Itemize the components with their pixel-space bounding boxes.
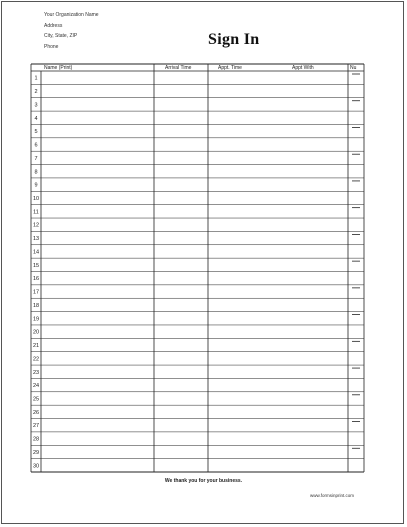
column-header: Appt With — [292, 65, 314, 71]
row-number: 20 — [32, 329, 40, 336]
row-number: 18 — [32, 302, 40, 309]
column-header: Nu — [350, 65, 357, 71]
row-number: 28 — [32, 436, 40, 443]
footer-credit: www.formsinprint.com — [310, 493, 355, 498]
row-number: 4 — [34, 115, 38, 122]
row-number: 2 — [34, 89, 38, 96]
row-number: 29 — [32, 449, 40, 456]
page-title: Sign In — [208, 31, 260, 48]
column-header: Appt. Time — [218, 65, 242, 71]
row-number: 22 — [32, 356, 40, 363]
org-name: Your Organization Name — [44, 12, 99, 18]
row-number: 19 — [32, 316, 40, 323]
row-number: 24 — [32, 383, 40, 390]
row-number: 30 — [32, 463, 40, 470]
row-number: 26 — [32, 409, 40, 416]
row-number: 7 — [34, 155, 38, 162]
row-number: 16 — [32, 276, 40, 283]
row-number: 25 — [32, 396, 40, 403]
row-number: 21 — [32, 343, 40, 350]
row-number: 1 — [34, 75, 38, 82]
org-address: Address — [44, 22, 63, 29]
row-number: 9 — [34, 182, 38, 189]
row-number: 5 — [34, 129, 38, 136]
row-number: 13 — [32, 236, 40, 243]
org-phone: Phone — [44, 43, 59, 50]
footer-thanks: We thank you for your business. — [164, 478, 243, 484]
row-number: 27 — [32, 423, 40, 430]
row-number: 10 — [32, 195, 40, 202]
row-number: 23 — [32, 369, 40, 376]
row-number: 6 — [34, 142, 38, 149]
row-number: 12 — [32, 222, 40, 229]
row-number: 17 — [32, 289, 40, 296]
row-number: 3 — [34, 102, 38, 109]
row-number: 8 — [34, 169, 38, 176]
column-header: Name (Print) — [44, 65, 73, 71]
row-number: 14 — [32, 249, 40, 256]
org-city-state-zip: City, State, ZIP — [44, 33, 78, 39]
row-number: 11 — [33, 209, 39, 216]
row-number: 15 — [32, 262, 40, 269]
column-header: Arrival Time — [165, 65, 192, 71]
